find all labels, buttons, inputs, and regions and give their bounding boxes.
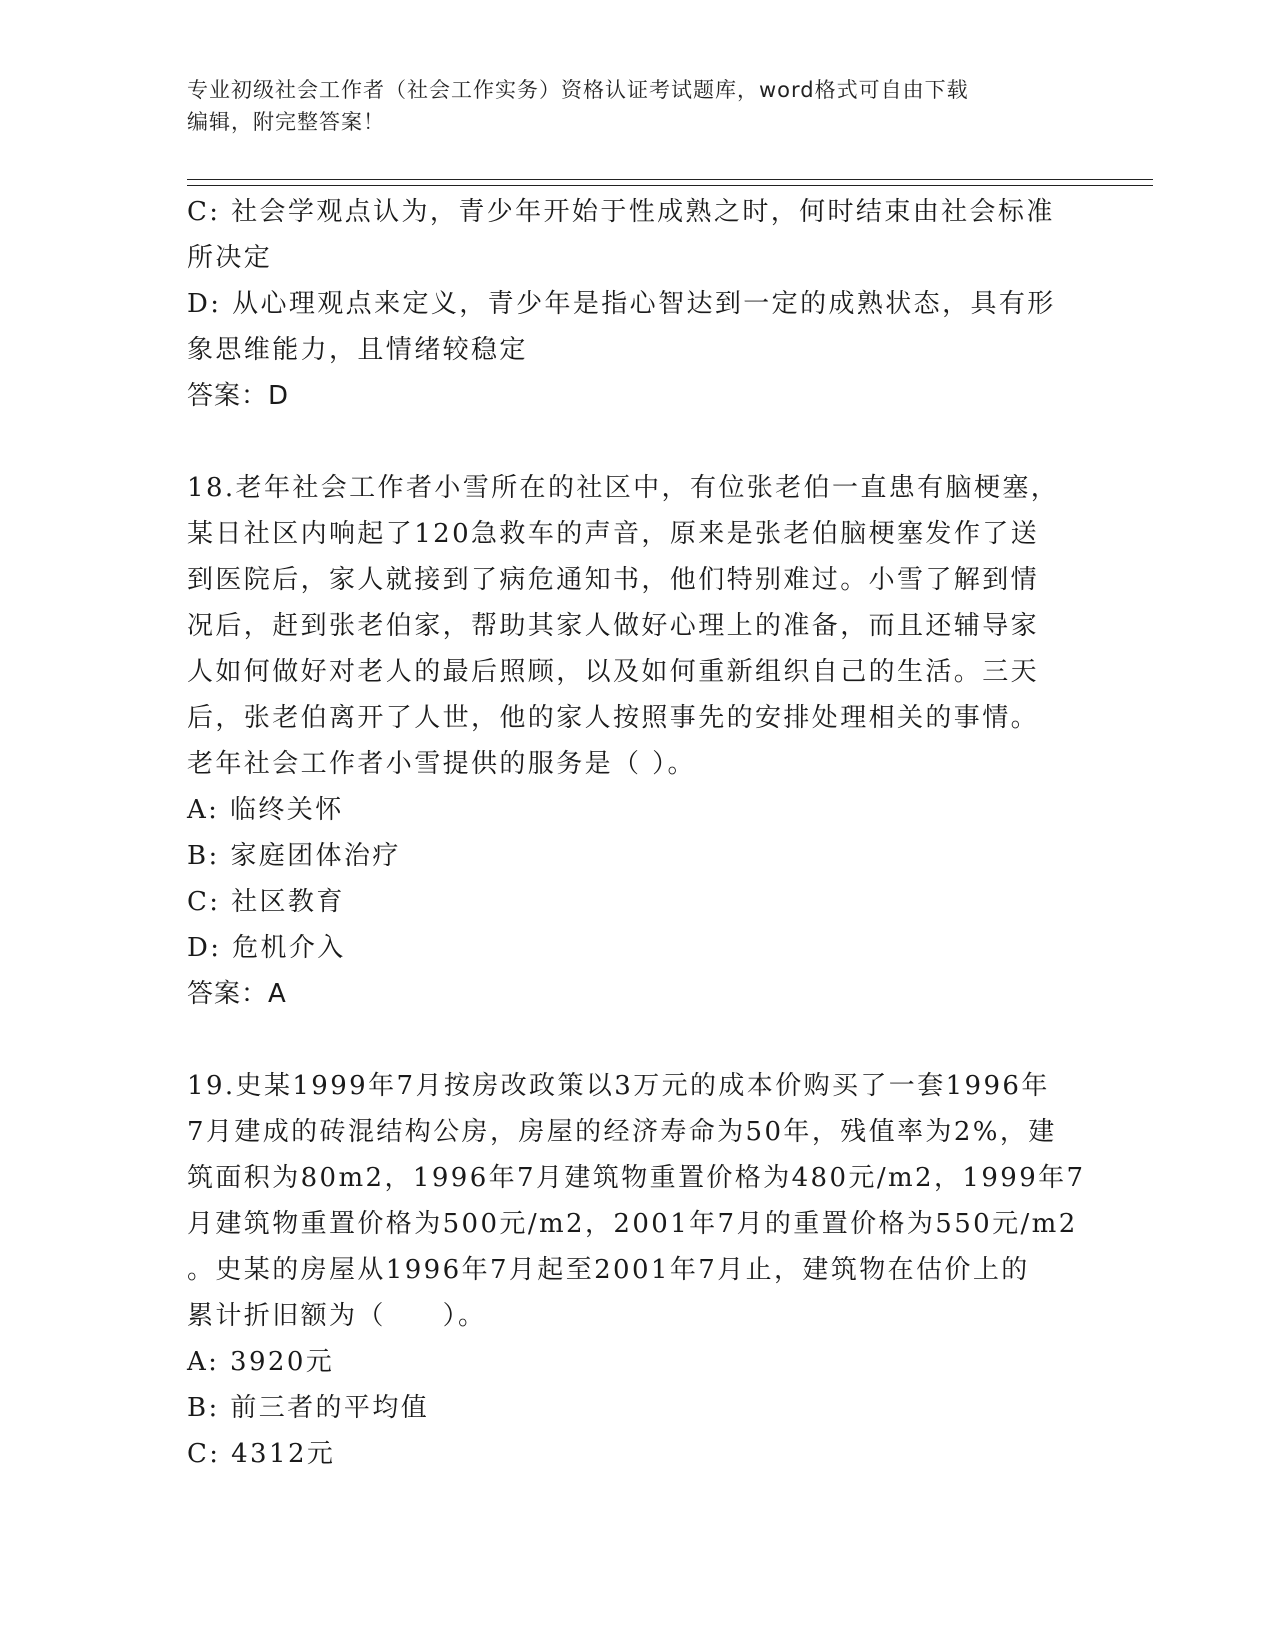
spacer	[187, 1017, 1077, 1063]
answer-label: 答案：D	[187, 381, 290, 411]
option-b: B: 家庭团体治疗	[187, 841, 401, 871]
question-18	[187, 465, 1077, 1017]
header-rule-top	[187, 179, 1153, 180]
option-c: C: 社区教育	[187, 887, 345, 917]
option-c	[187, 189, 1077, 281]
option-line: D: 从心理观点来定义，青少年是指心智达到一定的成熟状态，具有形	[187, 289, 1056, 319]
spacer	[187, 419, 1077, 465]
question-17	[187, 189, 1077, 419]
option-a: A: 临终关怀	[187, 795, 344, 825]
stem-line: 老年社会工作者小雪提供的服务是（ ）。	[187, 749, 696, 779]
option-line: C: 社会学观点认为，青少年开始于性成熟之时，何时结束由社会标准	[187, 197, 1055, 227]
option-c: C: 4312元	[187, 1439, 336, 1469]
stem-line: 人如何做好对老人的最后照顾，以及如何重新组织自己的生活。三天	[187, 657, 1040, 687]
question-19	[187, 1063, 1086, 1477]
header-line-2: 编辑，附完整答案！	[187, 110, 385, 134]
stem-line: 况后，赶到张老伯家，帮助其家人做好心理上的准备，而且还辅导家	[187, 611, 1040, 641]
stem-line: 到医院后，家人就接到了病危通知书，他们特别难过。小雪了解到情	[187, 565, 1040, 595]
option-b: B: 前三者的平均值	[187, 1393, 430, 1423]
option-a: A: 3920元	[187, 1347, 335, 1377]
header-line-1: 专业初级社会工作者（社会工作实务）资格认证考试题库，word格式可自由下载	[187, 78, 969, 102]
option-line: 象思维能力，且情绪较稳定	[187, 335, 528, 365]
header-rule-bottom	[187, 185, 1153, 186]
option-line: 所决定	[187, 243, 273, 273]
stem-line: 后，张老伯离开了人世，他的家人按照事先的安排处理相关的事情。	[187, 703, 1040, 733]
question-stem	[187, 1063, 1086, 1339]
stem-line: 。史某的房屋从1996年7月起至2001年7月止，建筑物在估价上的	[187, 1255, 1030, 1285]
exam-content	[187, 189, 1086, 1477]
stem-line: 7月建成的砖混结构公房，房屋的经济寿命为50年，残值率为2%，建	[187, 1117, 1057, 1147]
document-header	[187, 74, 1087, 138]
stem-line: 19.史某1999年7月按房改政策以3万元的成本价购买了一套1996年	[187, 1071, 1050, 1101]
question-stem	[187, 465, 1077, 787]
stem-line: 18.老年社会工作者小雪所在的社区中，有位张老伯一直患有脑梗塞，	[187, 473, 1060, 503]
stem-line: 某日社区内响起了120急救车的声音，原来是张老伯脑梗塞发作了送	[187, 519, 1040, 549]
answer-label: 答案：A	[187, 979, 287, 1009]
stem-line: 月建筑物重置价格为500元/m2，2001年7月的重置价格为550元/m2	[187, 1209, 1078, 1239]
stem-line: 筑面积为80m2，1996年7月建筑物重置价格为480元/m2，1999年7	[187, 1163, 1086, 1193]
option-d: D: 危机介入	[187, 933, 346, 963]
stem-line: 累计折旧额为（ ）。	[187, 1301, 487, 1331]
option-d	[187, 281, 1077, 373]
